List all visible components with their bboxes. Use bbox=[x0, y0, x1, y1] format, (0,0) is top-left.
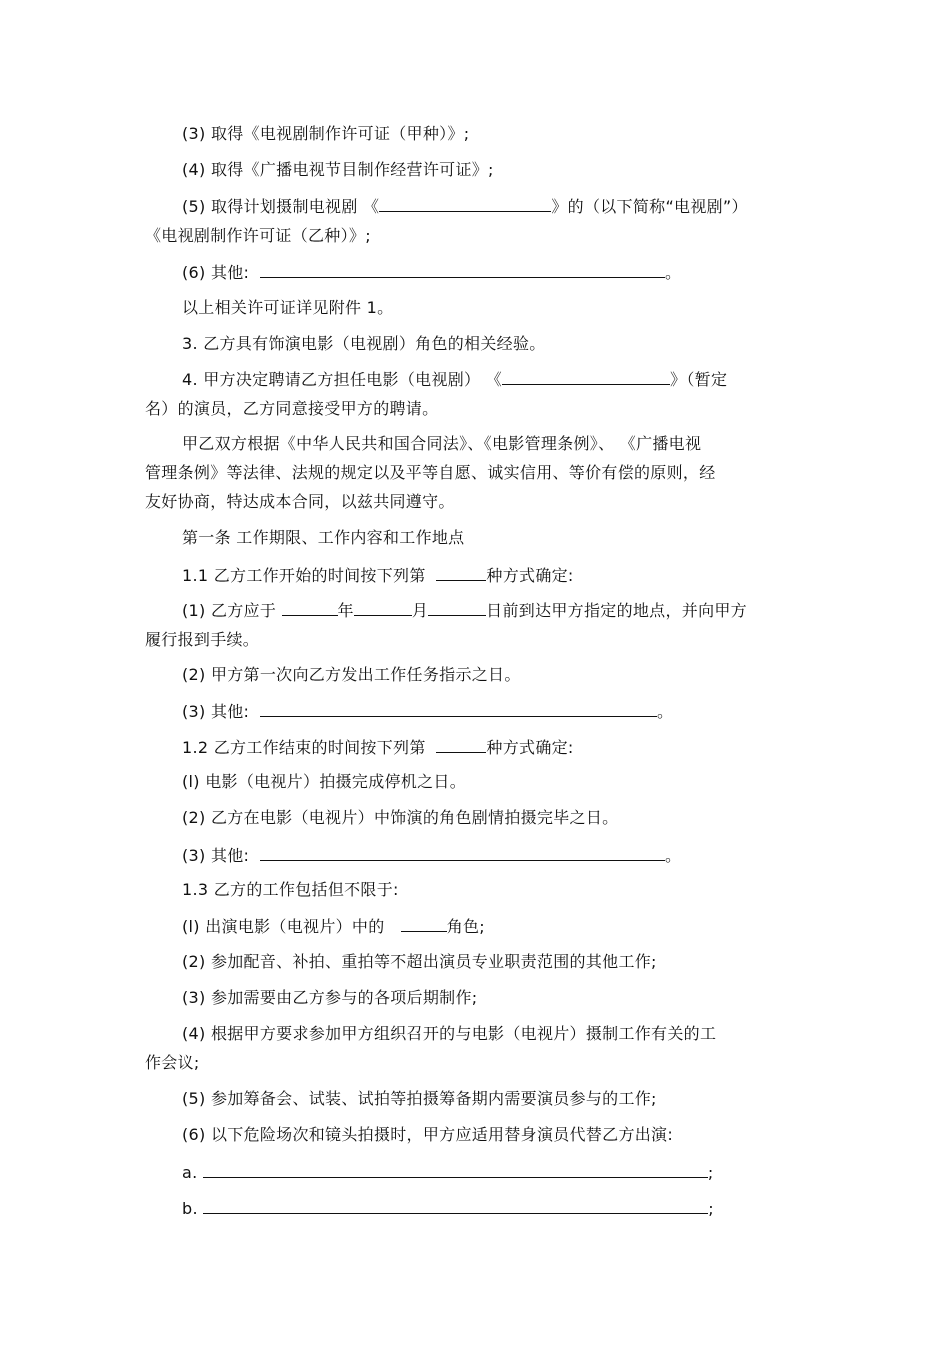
recital-4-suffix: 》（暂定 bbox=[670, 370, 728, 389]
section-1-3-item-3: (3) 参加需要由乙方参与的各项后期制作; bbox=[182, 988, 478, 1007]
permit-item-6-prefix: (6) 其他: bbox=[182, 263, 250, 282]
section-1-3-heading: 1.3 乙方的工作包括但不限于: bbox=[182, 880, 399, 899]
scene-a-label: a. bbox=[182, 1163, 198, 1182]
section-1-2-item-3 bbox=[182, 845, 681, 866]
section-1-3-item-4-line2: 作会议; bbox=[145, 1053, 200, 1072]
section-1-1-item-1 bbox=[182, 600, 747, 621]
permit-other-blank[interactable] bbox=[260, 262, 665, 278]
permit-item-5-line2: 《电视剧制作许可证（乙种）》; bbox=[145, 226, 371, 245]
basis-line-1: 甲乙双方根据《中华人民共和国合同法》、《电影管理条例》、 《广播电视 bbox=[182, 434, 702, 453]
tv-drama-title-blank[interactable] bbox=[379, 196, 551, 212]
item-1-lead: (1) 乙方应于 bbox=[182, 601, 277, 620]
role-blank[interactable] bbox=[401, 916, 447, 932]
basis-line-2: 管理条例》等法律、法规的规定以及平等自愿、诚实信用、等价有偿的原则，经 bbox=[145, 463, 716, 482]
appendix-note: 以上相关许可证详见附件 1。 bbox=[182, 298, 394, 317]
recital-4-prefix: 4. 甲方决定聘请乙方担任电影（电视剧） 《 bbox=[182, 370, 503, 389]
end-method-blank[interactable] bbox=[436, 737, 486, 753]
section-1-1-suffix: 种方式确定: bbox=[486, 566, 574, 585]
section-1-3-item-2: (2) 参加配音、补拍、重拍等不超出演员专业职责范围的其他工作; bbox=[182, 952, 657, 971]
report-month-blank[interactable] bbox=[354, 600, 412, 616]
permit-item-5-suffix: 》的（以下简称“电视剧”） bbox=[551, 197, 748, 216]
year-label: 年 bbox=[337, 601, 354, 620]
permit-item-3: (3) 取得《电视剧制作许可证（甲种）》; bbox=[182, 124, 470, 143]
scene-a-suffix: ; bbox=[707, 1163, 714, 1182]
item-3-prefix: (3) 其他: bbox=[182, 846, 250, 865]
item-3-suffix: 。 bbox=[657, 702, 674, 721]
section-1-1-item-1-line2: 履行报到手续。 bbox=[145, 630, 260, 649]
basis-line-3: 友好协商，特达成本合同，以兹共同遵守。 bbox=[145, 492, 455, 511]
section-1-3-item-6: (6) 以下危险场次和镜头拍摄时，甲方应适用替身演员代替乙方出演: bbox=[182, 1125, 674, 1144]
section-1-1-item-2: (2) 甲方第一次向乙方发出工作任务指示之日。 bbox=[182, 665, 521, 684]
item-1-rest: 日前到达甲方指定的地点，并向甲方 bbox=[486, 601, 747, 620]
permit-item-6-suffix: 。 bbox=[665, 263, 682, 282]
report-year-blank[interactable] bbox=[282, 600, 338, 616]
scene-b-suffix: ; bbox=[708, 1199, 714, 1218]
report-day-blank[interactable] bbox=[428, 600, 486, 616]
recital-4-line2: 名）的演员，乙方同意接受甲方的聘请。 bbox=[145, 399, 439, 418]
dangerous-scene-b bbox=[182, 1198, 714, 1219]
month-label: 月 bbox=[411, 601, 429, 620]
scene-b-label: b. bbox=[182, 1199, 198, 1218]
permit-item-6 bbox=[182, 262, 681, 283]
section-1-2-prefix: 1.2 乙方工作结束的时间按下列第 bbox=[182, 738, 426, 757]
start-method-blank[interactable] bbox=[436, 565, 486, 581]
item-3-suffix: 。 bbox=[665, 846, 682, 865]
section-1-3-item-5: (5) 参加筹备会、试装、试拍等拍摄筹备期内需要演员参与的工作; bbox=[182, 1089, 657, 1108]
dangerous-scene-a bbox=[182, 1162, 714, 1183]
item-3-prefix: (3) 其他: bbox=[182, 702, 250, 721]
section-1-2-item-1: (l) 电影（电视片）拍摄完成停机之日。 bbox=[182, 772, 467, 791]
section-1-2-suffix: 种方式确定: bbox=[486, 738, 574, 757]
permit-item-5 bbox=[182, 196, 748, 217]
item-1-prefix: (l) 出演电影（电视片）中的 bbox=[182, 917, 385, 936]
section-1-1-item-3 bbox=[182, 701, 673, 722]
section-1-1-prefix: 1.1 乙方工作开始的时间按下列第 bbox=[182, 566, 426, 585]
section-1-3-item-4: (4) 根据甲方要求参加甲方组织召开的与电影（电视片）摄制工作有关的工 bbox=[182, 1024, 717, 1043]
item-1-suffix: 角色; bbox=[446, 917, 485, 936]
section-1-2 bbox=[182, 737, 574, 758]
section-1-2-item-2: (2) 乙方在电影（电视片）中饰演的角色剧情拍摄完毕之日。 bbox=[182, 808, 619, 827]
start-other-blank[interactable] bbox=[260, 701, 657, 717]
recital-4 bbox=[182, 369, 727, 390]
permit-item-5-prefix: (5) 取得计划摄制电视剧 《 bbox=[182, 197, 380, 216]
section-1-3-item-1 bbox=[182, 916, 485, 937]
end-other-blank[interactable] bbox=[260, 845, 665, 861]
scene-b-blank[interactable] bbox=[203, 1198, 708, 1214]
section-1-1 bbox=[182, 565, 574, 586]
scene-a-blank[interactable] bbox=[203, 1162, 708, 1178]
article-1-heading: 第一条 工作期限、工作内容和工作地点 bbox=[182, 528, 465, 547]
film-title-blank[interactable] bbox=[502, 369, 670, 385]
recital-3: 3. 乙方具有饰演电影（电视剧）角色的相关经验。 bbox=[182, 334, 546, 353]
permit-item-4: (4) 取得《广播电视节目制作经营许可证》; bbox=[182, 160, 494, 179]
